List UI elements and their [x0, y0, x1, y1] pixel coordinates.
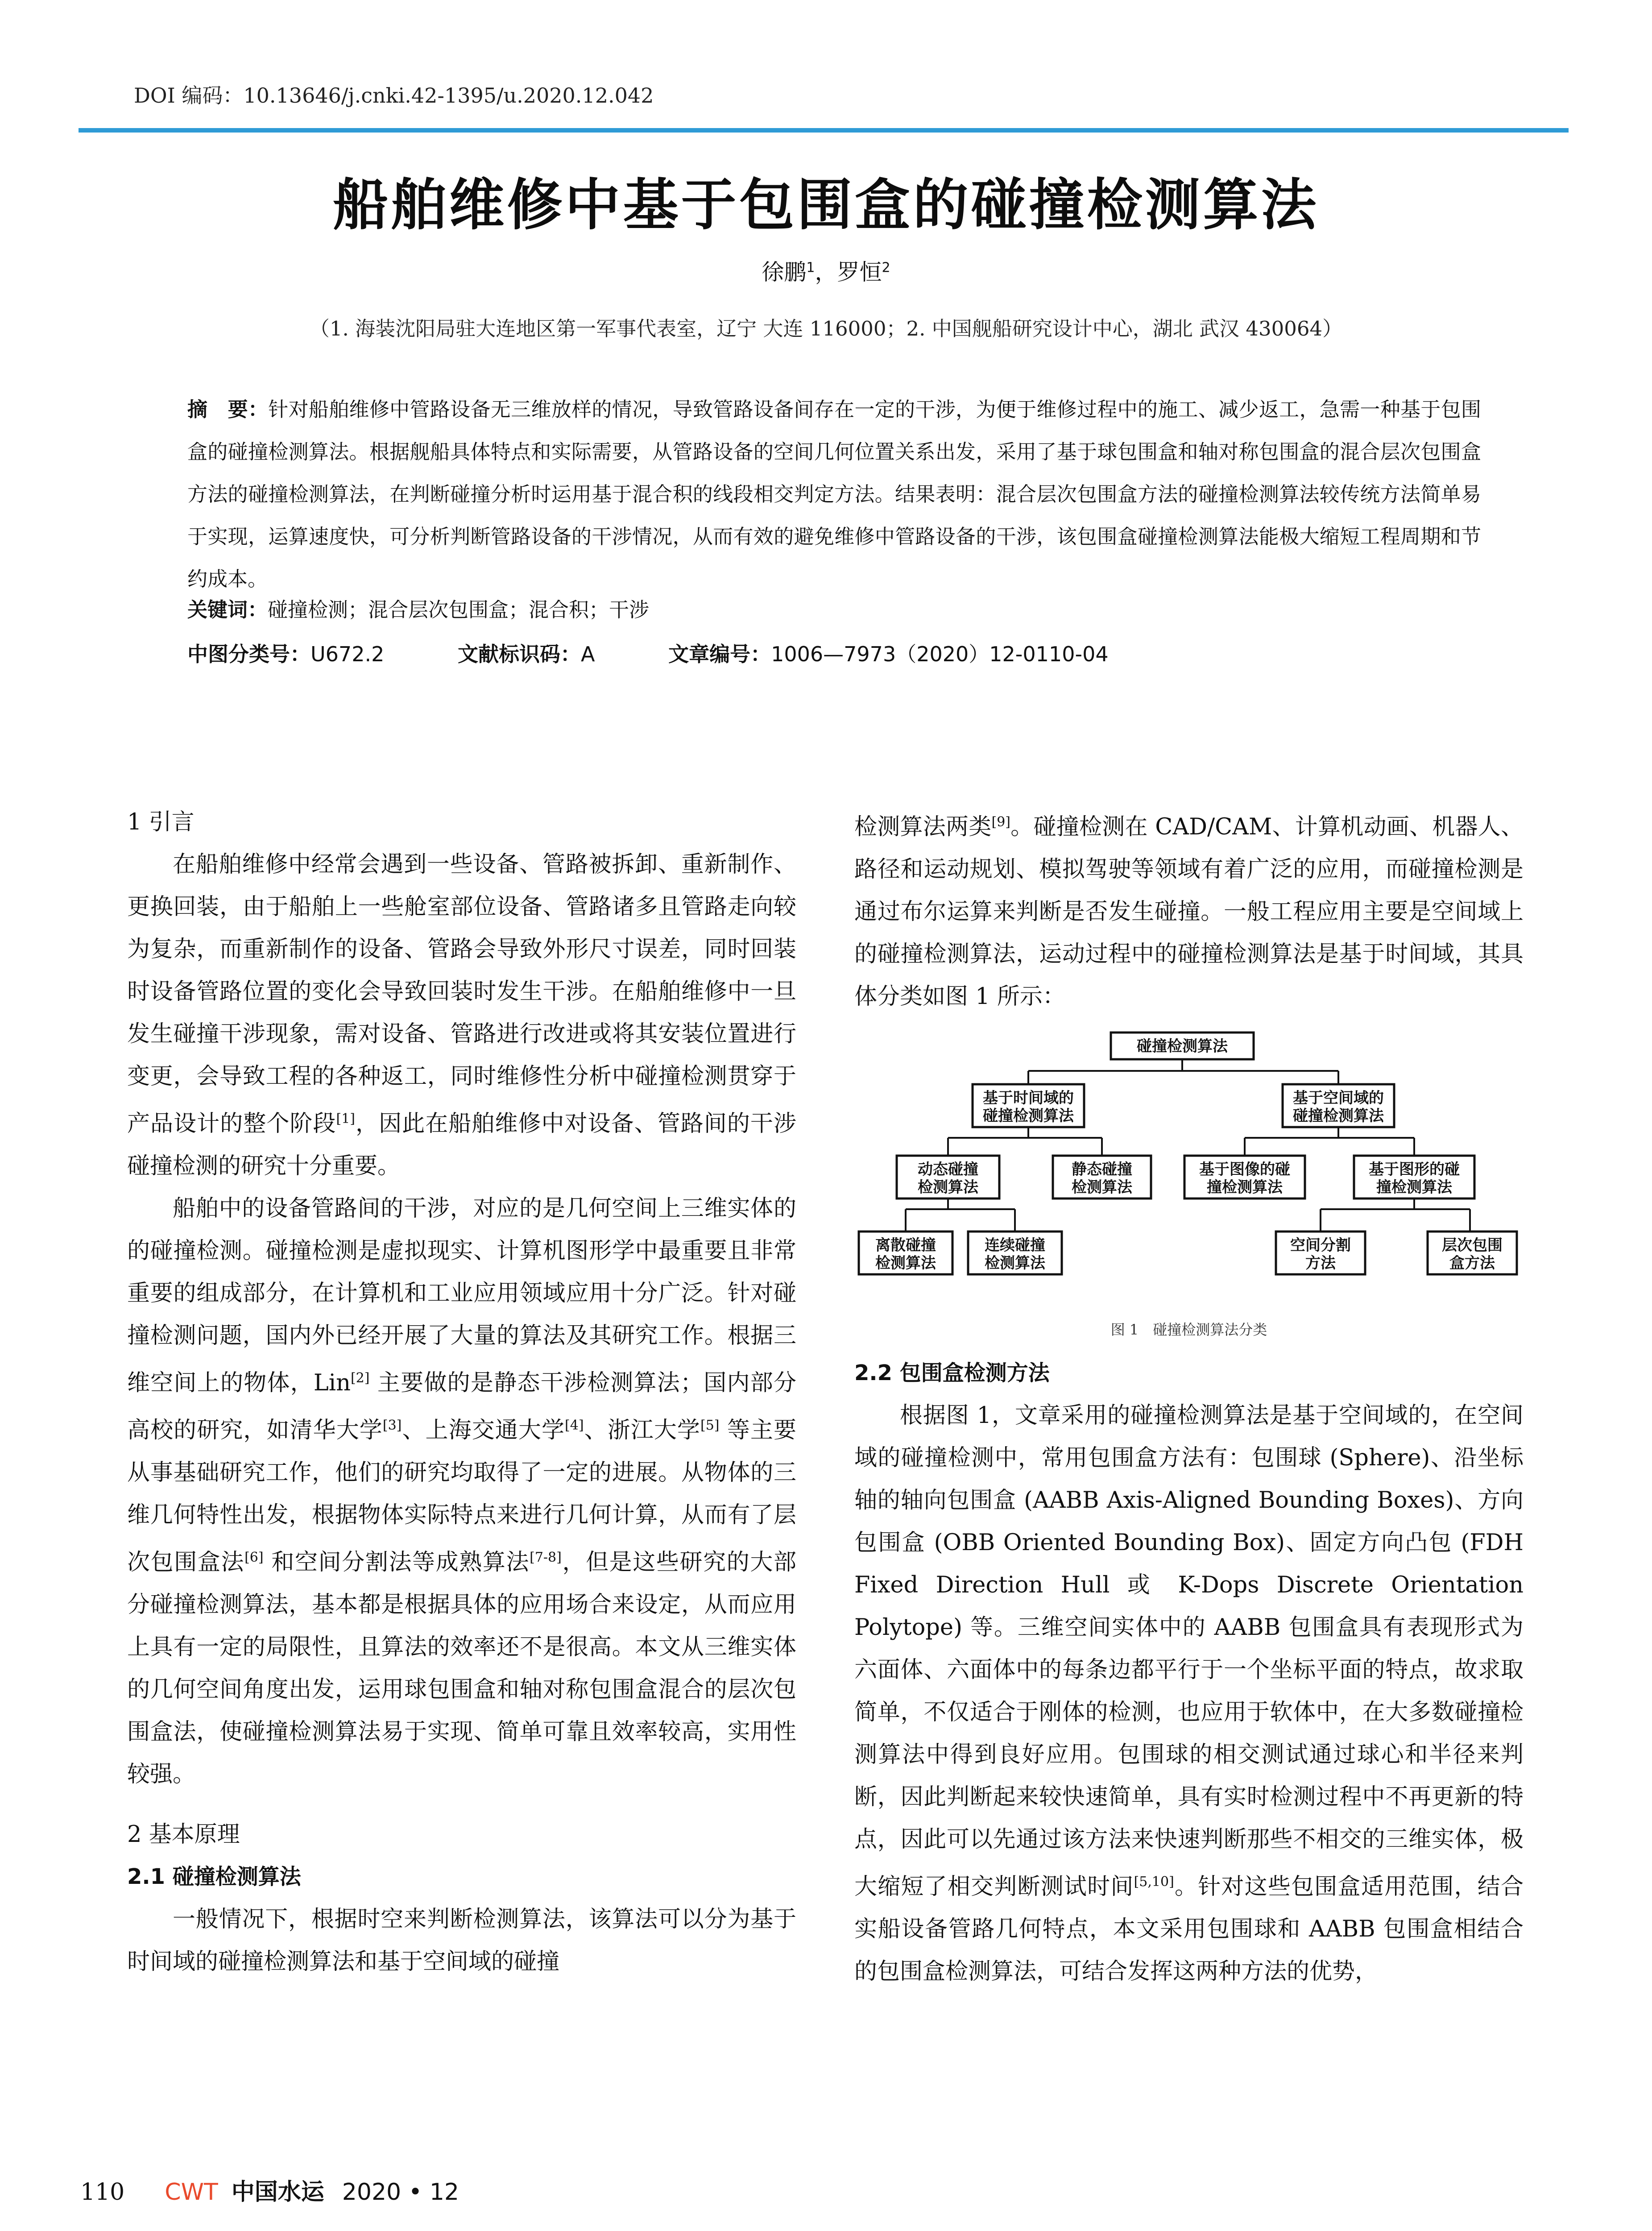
abstract-label: 摘 要： [187, 398, 269, 421]
page-number: 110 [80, 2179, 125, 2206]
keywords-label: 关键词： [187, 598, 268, 622]
node-static-label-2: 检测算法 [1072, 1178, 1132, 1196]
node-image-label-1: 基于图像的碰 [1199, 1161, 1290, 1178]
node-static-label-1: 静态碰撞 [1072, 1161, 1132, 1178]
classification-tree-diagram [854, 1026, 1524, 1321]
citation: [9] [991, 814, 1011, 830]
node-time-label-1: 基于时间域的 [983, 1089, 1074, 1107]
node-space-label-2: 碰撞检测算法 [1293, 1107, 1384, 1125]
doi-line: DOI 编码：10.13646/j.cnki.42-1395/u.2020.12.042 [134, 83, 654, 108]
node-discrete-label-2: 检测算法 [875, 1254, 936, 1272]
figure-1-caption: 图 1 碰撞检测算法分类 [1110, 1321, 1267, 1338]
header-rule [79, 128, 1569, 133]
node-time-label-2: 碰撞检测算法 [983, 1107, 1074, 1125]
keywords-text: 碰撞检测；混合层次包围盒；混合积；干涉 [268, 598, 650, 622]
author-1: 徐鹏 [762, 259, 807, 285]
citation: [3] [382, 1418, 402, 1433]
citation: [4] [565, 1418, 584, 1433]
page-footer [80, 2173, 459, 2206]
paper-title: 船舶维修中基于包围盒的碰撞检测算法 [333, 173, 1319, 237]
doccode-value: A [580, 642, 595, 666]
author-1-sup: 1 [806, 260, 815, 276]
section-2-heading: 2 基本原理 [127, 1821, 240, 1848]
clc-label: 中图分类号： [187, 642, 311, 666]
left-column [127, 801, 796, 1983]
node-partition-label-1: 空间分割 [1290, 1236, 1351, 1254]
node-geometry-label-1: 基于图形的碰 [1369, 1161, 1460, 1178]
paragraph-4: 检测算法两类[9]。碰撞检测在 CAD/CAM、计算机动画、机器人、路径和运动规划、模拟驾驶等领域有着广泛的应用，而碰撞检测是通过布尔运算来判断是否发生碰撞。一般工程应用主要是空间域上的碰撞检测算法，运动过程中的碰撞检测算法是基于时间域，其具体分类如图 1 所示： [854, 814, 1524, 1010]
articleno-label: 文章编号： [668, 642, 771, 666]
node-continuous-label-2: 检测算法 [985, 1254, 1045, 1272]
paragraph-5: 根据图 1，文章采用的碰撞检测算法是基于空间域的，在空间域的碰撞检测中，常用包围盒方法有：包围球 (Sphere)、沿坐标轴的轴向包围盒 (AABB Axis-Aligned Bounding Boxes)、方向包围盒 (OBB Oriented Bounding Box)、固定方向凸包 (FDH Fixed Direction Hull 或 K-Dops Discrete Orientation Polytope) 等。三维空间实体中的 AABB 包围盒具有表现形式为六面体、六面体中的每条边都平行于一个坐标平面的特点，故求取简单，不仅适合于刚体的检测，也应用于软体中，在大多数碰撞检测算法中得到良好应用。包围球的相交测试通过球心和半径来判断，因此判断起来较快速简单，具有实时检测过程中不再更新的特点，因此可以先通过该方法来快速判断那些不相交的三维实体，极大缩短了相交判断测试时间[5,10]。针对这些包围盒适用范围，结合实船设备管路几何特点，本文采用包围球和 AABB 包围盒相结合的包围盒检测算法，可结合发挥这两种方法的优势， [854, 1402, 1524, 1985]
citation: [5] [700, 1418, 720, 1433]
right-column-bottom [854, 1352, 1524, 1993]
citation: [7-8] [530, 1550, 562, 1565]
node-image-label-2: 撞检测算法 [1207, 1178, 1283, 1196]
node-geometry-label-2: 撞检测算法 [1376, 1178, 1452, 1196]
keywords [187, 593, 1481, 622]
node-dynamic-label-1: 动态碰撞 [918, 1161, 978, 1178]
issue-date: 2020 • 12 [342, 2179, 460, 2206]
citation: [5,10] [1134, 1874, 1174, 1890]
paragraph-1: 在船舶维修中经常会遇到一些设备、管路被拆卸、重新制作、更换回装，由于船舶上一些舱室部位设备、管路诸多且管路走向较为复杂，而重新制作的设备、管路会导致外形尺寸误差，同时回装时设备管路位置的变化会导致回装时发生干涉。在船舶维修中一旦发生碰撞干涉现象，需对设备、管路进行改进或将其安装位置进行变更，会导致工程的各种返工，同时维修性分析中碰撞检测贯穿于产品设计的整个阶段[1]，因此在船舶维修中对设备、管路间的干涉碰撞检测的研究十分重要。 [127, 851, 796, 1179]
node-root-label: 碰撞检测算法 [1137, 1037, 1228, 1055]
node-continuous-label-1: 连续碰撞 [985, 1236, 1045, 1254]
tree-boxes [859, 1033, 1517, 1274]
section-2-1-heading: 2.1 碰撞检测算法 [127, 1864, 301, 1889]
paragraph-2: 船舶中的设备管路间的干涉，对应的是几何空间上三维实体的的碰撞检测。碰撞检测是虚拟现实、计算机图形学中最重要且非常重要的组成部分，在计算机和工业应用领域应用十分广泛。针对碰撞检测问题，国内外已经开展了大量的算法及其研究工作。根据三维空间上的物体，Lin[2] 主要做的是静态干涉检测算法；国内部分高校的研究，如清华大学[3]、上海交通大学[4]、浙江大学[5] 等主要从事基础研究工作，他们的研究均取得了一定的进展。从物体的三维几何特性出发，根据物体实际特点来进行几何计算，从而有了层次包围盒法[6] 和空间分割法等成熟算法[7-8]，但是这些研究的大部分碰撞检测算法，基本都是根据具体的应用场合来设定，从而应用上具有一定的局限性，且算法的效率还不是很高。本文从三维实体的几何空间角度出发，运用球包围盒和轴对称包围盒混合的层次包围盒法，使碰撞检测算法易于实现、简单可靠且效率较高，实用性较强。 [127, 1195, 796, 1787]
clc-value: U672.2 [311, 642, 385, 666]
doccode-label: 文献标识码： [457, 642, 581, 666]
node-hierarchical-label-1: 层次包围 [1442, 1236, 1503, 1254]
section-2-2-heading: 2.2 包围盒检测方法 [854, 1360, 1050, 1385]
node-partition-label-2: 方法 [1305, 1254, 1336, 1272]
right-column-top [854, 801, 1524, 1018]
journal-logo-cwt: CWT [165, 2179, 218, 2206]
articleno-value: 1006—7973（2020）12-0110-04 [771, 642, 1109, 666]
citation: [6] [244, 1550, 264, 1565]
node-dynamic-label-2: 检测算法 [918, 1178, 978, 1196]
authors [0, 254, 1652, 286]
affiliations: （1. 海装沈阳局驻大连地区第一军事代表室，辽宁 大连 116000；2. 中国舰船研究设计中心，湖北 武汉 430064） [309, 317, 1343, 340]
abstract [187, 388, 1481, 600]
author-2: 罗恒 [837, 259, 882, 285]
abstract-text: 针对船舶维修中管路设备无三维放样的情况，导致管路设备间存在一定的干涉，为便于维修过程中的施工、减少返工，急需一种基于包围盒的碰撞检测算法。根据舰船具体特点和实际需要，从管路设备的空间几何位置关系出发，采用了基于球包围盒和轴对称包围盒的混合层次包围盒方法的碰撞检测算法，在判断碰撞分析时运用基于混合积的线段相交判定方法。结果表明：混合层次包围盒方法的碰撞检测算法较传统方法简单易于实现，运算速度快，可分析判断管路设备的干涉情况，从而有效的避免维修中管路设备的干涉，该包围盒碰撞检测算法能极大缩短工程周期和节约成本。 [187, 398, 1481, 591]
figure-1 [854, 1026, 1524, 1321]
author-sep: ， [815, 259, 837, 285]
citation: [2] [350, 1370, 370, 1386]
citation: [1] [336, 1111, 355, 1127]
classification-line [187, 638, 1481, 668]
node-discrete-label-1: 离散碰撞 [875, 1236, 936, 1254]
journal-name: 中国水运 [231, 2178, 324, 2206]
author-2-sup: 2 [882, 260, 890, 276]
section-1-heading: 1 引言 [127, 809, 195, 835]
node-hierarchical-label-2: 盒方法 [1449, 1254, 1495, 1272]
paragraph-3: 一般情况下，根据时空来判断检测算法，该算法可以分为基于时间域的碰撞检测算法和基于空间域的碰撞 [127, 1906, 796, 1975]
node-space-label-1: 基于空间域的 [1293, 1089, 1384, 1107]
